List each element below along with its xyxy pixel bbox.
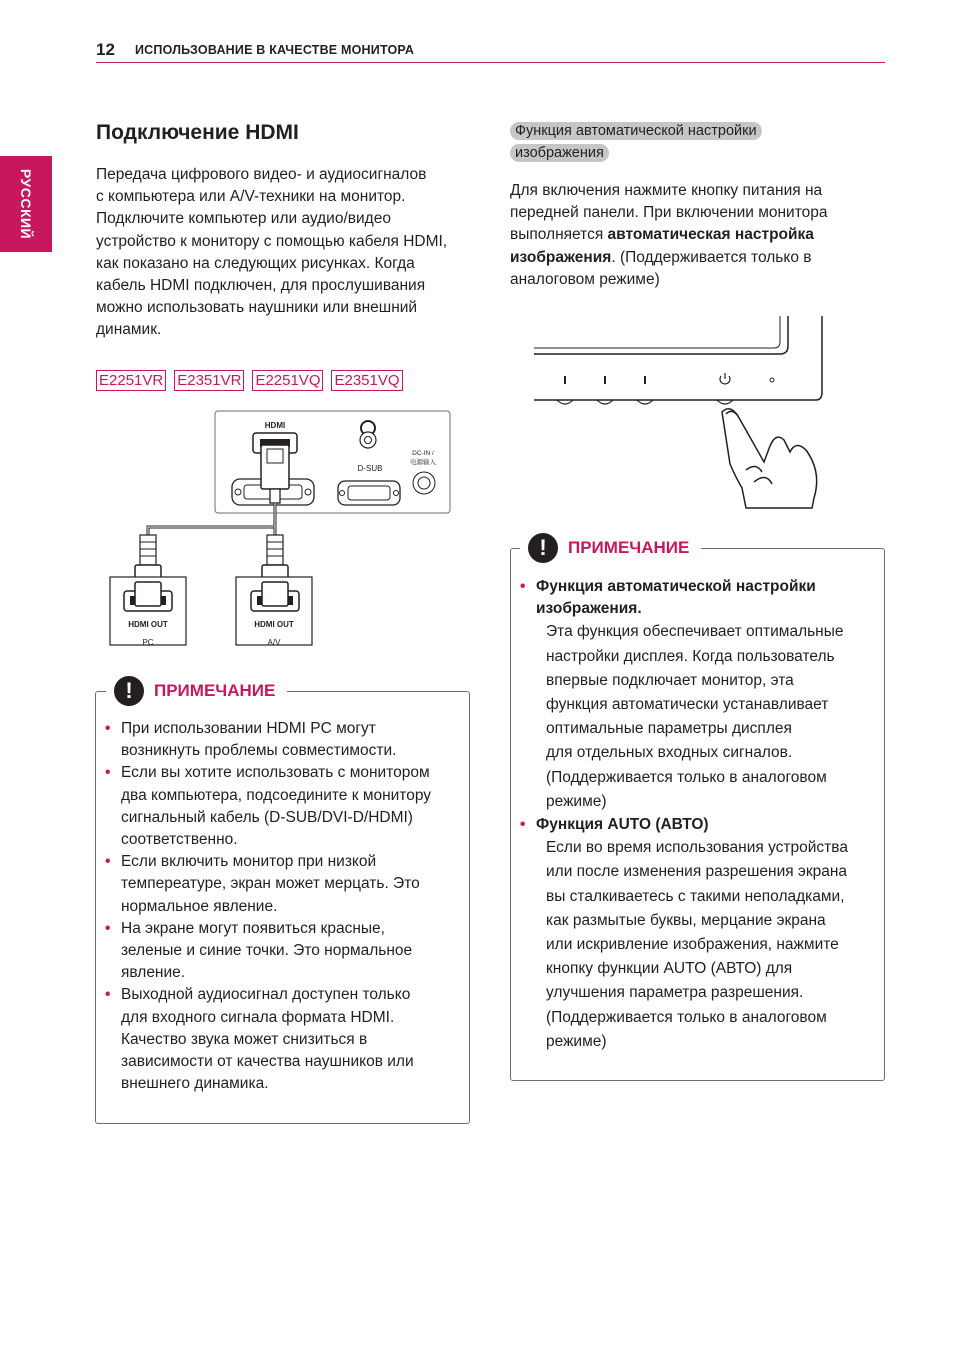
monitor-front-illustration	[530, 312, 830, 512]
note-list-left	[95, 718, 465, 1095]
intro-line: Подключите компьютер или аудио/видео	[96, 210, 391, 228]
list-item: • Функция AUTO (АВТО)	[510, 814, 882, 836]
note-title-right: ПРИМЕЧАНИЕ	[568, 538, 690, 557]
auto-setup-paragraph: Для включения нажмите кнопку питания на передней панели. При включении монитора выполняется автоматическая настройка изображения. (Поддерживается только в аналоговом режиме)	[510, 182, 828, 288]
intro-line: кабель HDMI подключен, для прослушивания	[96, 277, 426, 295]
port-label-hdmi: HDMI	[264, 421, 286, 430]
port-label-dcin-2: 电源输入	[410, 459, 436, 466]
list-item: • Функция автоматической настройки изображения.	[510, 576, 882, 620]
power-led	[770, 378, 774, 382]
note-list-right	[510, 576, 882, 1054]
list-item: • Если включить монитор при низкой темпереатуре, экран может мерцать. Это нормальное явление.	[95, 851, 465, 918]
language-tab	[0, 156, 52, 252]
exclamation-icon: !	[114, 676, 144, 706]
list-item: • Выходной аудиосигнал доступен только для входного сигнала формата HDMI. Качество звука может снизиться в зависимости от качества наушников или внешнего динамика.	[95, 984, 465, 1095]
power-icon	[720, 373, 730, 384]
list-item: • На экране могут появиться красные, зеленые и синие точки. Это нормальное явление.	[95, 918, 465, 985]
pc-out-sub: PC	[142, 638, 154, 647]
note-item-text: Эта функция обеспечивает оптимальные настройки дисплея. Когда пользователь впервые подключает монитор, эта функция автоматически устанавливает оптимальные параметры дисплея для отдельных входных сигналов. (Поддерживается только в аналоговом режиме)	[546, 623, 844, 810]
intro-line: как показано на следующих рисунках. Когда	[96, 254, 415, 272]
exclamation-icon: !	[528, 533, 558, 563]
note-header-left	[106, 675, 287, 707]
hdmi-connection-diagram	[100, 405, 460, 655]
header-rule	[96, 62, 885, 63]
intro-line: устройство к монитору с помощью кабеля HDMI,	[96, 232, 448, 250]
port-label-dcin: DC-IN /	[412, 450, 434, 457]
model-list	[96, 370, 403, 391]
page-heading: Подключение HDMI	[96, 121, 299, 144]
pc-out-label: HDMI OUT	[128, 620, 168, 629]
language-tab-label: РУССКИЙ	[18, 168, 34, 240]
page-number: 12	[96, 40, 115, 59]
badge-line: Функция автоматической настройки	[510, 122, 762, 140]
intro-line: Передача цифрового видео- и аудиосигналов	[96, 166, 427, 183]
subheading-badge	[510, 120, 800, 164]
note-title-left: ПРИМЕЧАНИЕ	[154, 681, 276, 700]
badge-line: изображения	[510, 144, 609, 162]
note-header-right	[520, 532, 701, 564]
intro-paragraph	[96, 164, 476, 342]
model-tag: E2351VQ	[331, 370, 402, 391]
port-label-dsub: D-SUB	[357, 464, 383, 473]
model-tag: E2251VQ	[252, 370, 323, 391]
model-tag: E2351VR	[174, 370, 244, 391]
intro-line: с компьютера или A/V-техники на монитор.	[96, 188, 406, 206]
section-title: ИСПОЛЬЗОВАНИЕ В КАЧЕСТВЕ МОНИТОРА	[135, 43, 415, 57]
list-item: • При использовании HDMI PC могут возникнуть проблемы совместимости.	[95, 718, 465, 762]
av-out-sub: A/V	[267, 638, 281, 647]
av-out-label: HDMI OUT	[254, 620, 294, 629]
pressing-finger-icon	[722, 409, 817, 508]
intro-line: динамик.	[96, 321, 162, 339]
note-item-text: Если во время использования устройства или после изменения разрешения экрана вы сталкиваетесь с такими неполадками, как размытые буквы, мерцание экрана или искривление изображения, нажмите кнопку функции AUTO (АВТО) для улучшения параметра разрешения. (Поддерживается только в аналоговом режиме)	[546, 839, 848, 1050]
list-item: • Если вы хотите использовать с монитором два компьютера, подсоедините к монитору сигнальный кабель (D-SUB/DVI-D/HDMI) соответственно.	[95, 762, 465, 851]
intro-line: можно использовать наушники или внешний	[96, 299, 418, 317]
model-tag: E2251VR	[96, 370, 166, 391]
